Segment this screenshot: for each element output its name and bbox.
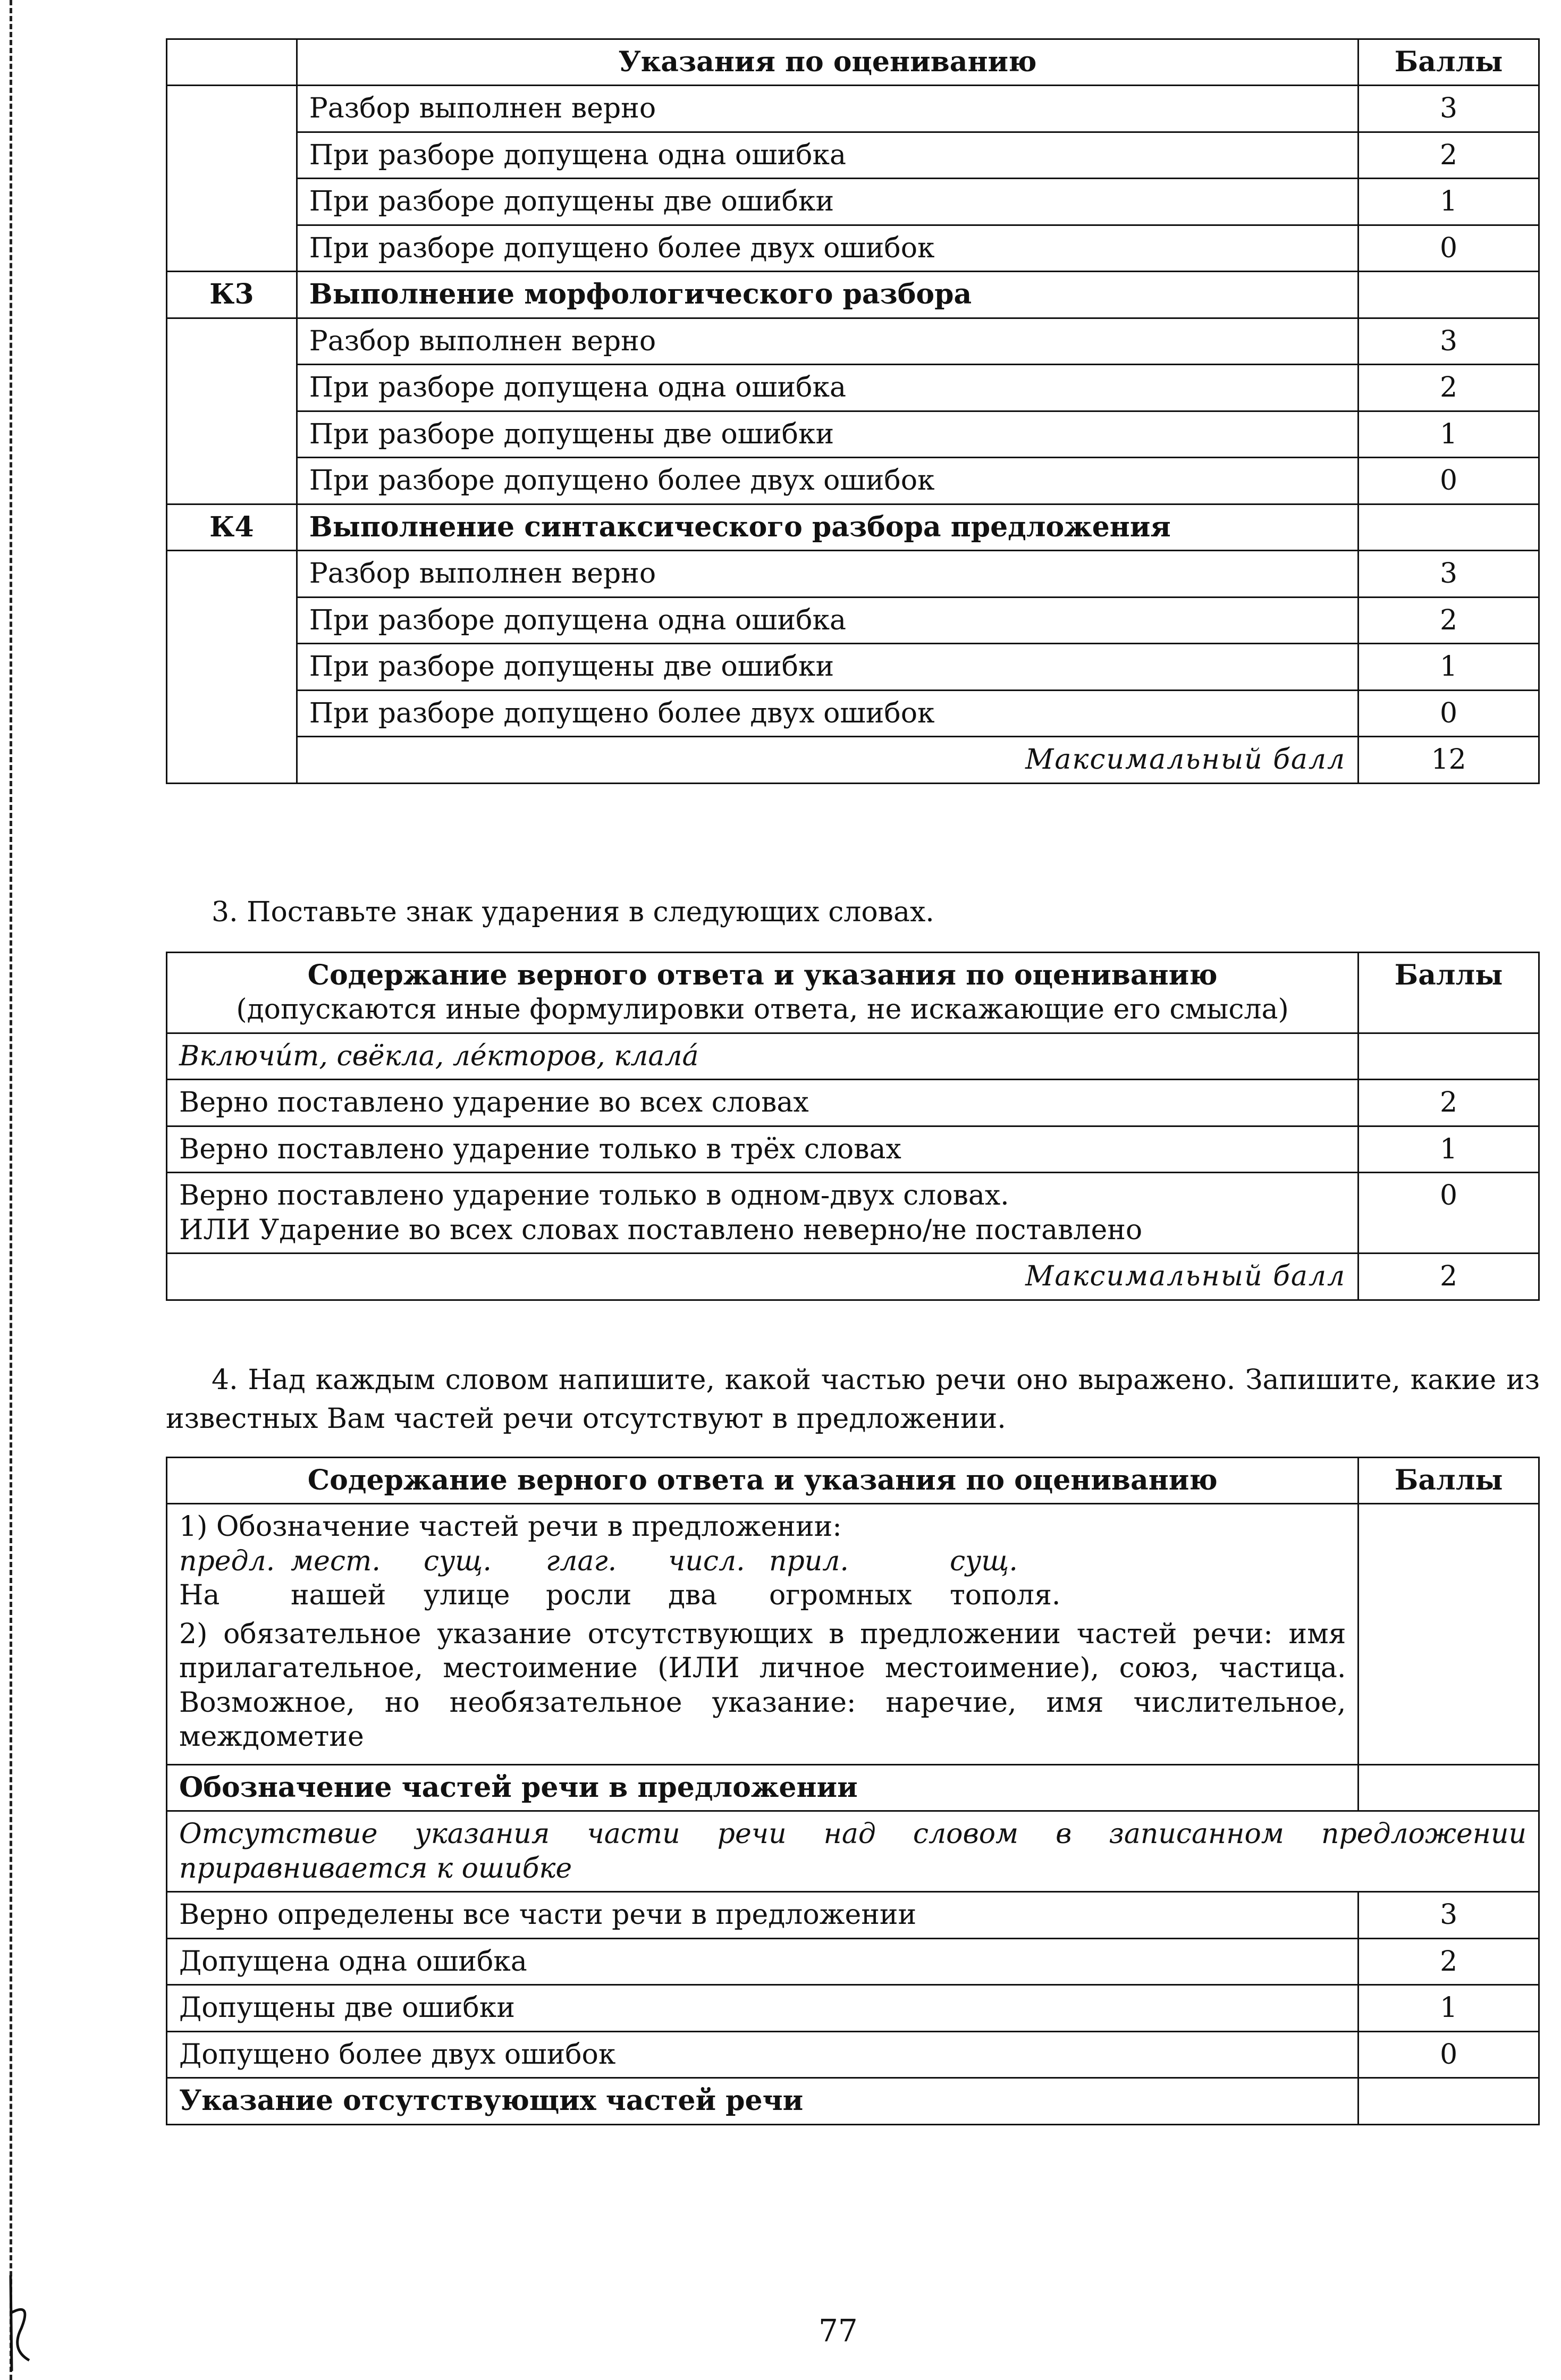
task-4-text: 4. Над каждым словом напишите, какой частью речи оно выражено. Запишите, какие из известных Вам частей речи отсутствуют в предложении. (166, 1364, 1540, 1435)
section-title: Указание отсутствующих частей речи (167, 2078, 1359, 2124)
sentence-word: тополя. (950, 1579, 1061, 1612)
task-3-header-note: (допускаются иные формулировки ответа, не искажающие его смысла) (236, 994, 1289, 1026)
table-row: При разборе допущено более двух ошибок 0 (167, 458, 1539, 504)
max-score-row (167, 737, 1539, 783)
table-row: Верно поставлено ударение только в трёх словах 1 (167, 1126, 1539, 1172)
answer-row (167, 1033, 1539, 1079)
example-sentence (179, 1578, 1346, 1612)
table-row: При разборе допущены две ошибки 1 (167, 411, 1539, 457)
points-header: Баллы (1359, 953, 1539, 1033)
sentence-word: На (179, 1579, 220, 1612)
sentence-word: огромных (769, 1579, 912, 1612)
grading-note: Отсутствие указания части речи над словом в записанном предложении приравнивается к ошибке (167, 1811, 1539, 1892)
max-score-label: Максимальный балл (167, 1254, 1359, 1300)
criterion-k3-row (167, 272, 1539, 318)
note-row (167, 1811, 1539, 1892)
table-row: При разборе допущены две ошибки 1 (167, 644, 1539, 690)
content-item-1: 1) Обозначение частей речи в предложении: (179, 1511, 842, 1543)
table-header-row (167, 1458, 1539, 1504)
table-row: При разборе допущено более двух ошибок 0 (167, 690, 1539, 736)
sentence-word: росли (546, 1579, 632, 1612)
table-row: Верно поставлено ударение во всех словах 2 (167, 1080, 1539, 1126)
table-row: Допущены две ошибки 1 (167, 1985, 1539, 2031)
points-header: Баллы (1359, 1458, 1539, 1504)
table-header-row (167, 39, 1539, 86)
sentence-word: улице (424, 1579, 510, 1612)
content-item-2: 2) обязательное указание отсутствующих в предложении частей речи: имя прилагательное, местоимение (ИЛИ личное местоимение), союз, частица. Возможное, но необязательное указание: наречие, имя числительное, междометие (179, 1618, 1346, 1753)
max-score-value: 2 (1359, 1254, 1539, 1300)
section-row (167, 2078, 1539, 2124)
points-header: Баллы (1359, 39, 1539, 86)
table-row: Разбор выполнен верно 3 (167, 318, 1539, 364)
sentence-word: нашей (291, 1579, 386, 1612)
task-3-header-title: Содержание верного ответа и указания по оцениванию (307, 959, 1218, 991)
pos-label: глаг. (546, 1545, 617, 1577)
criteria-header: Указания по оцениванию (297, 39, 1358, 86)
task-3-text: 3. Поставьте знак ударения в следующих словах. (212, 896, 934, 928)
task-4-header: Содержание верного ответа и указания по оцениванию (167, 1458, 1359, 1504)
grading-table-task-3 (166, 952, 1540, 1301)
table-row: При разборе допущена одна ошибка 2 (167, 597, 1539, 643)
cut-line (10, 0, 12, 2380)
criterion-k4-row (167, 504, 1539, 550)
table-header-row (167, 953, 1539, 1033)
section-row (167, 1764, 1539, 1811)
table-row: Допущена одна ошибка 2 (167, 1938, 1539, 1984)
pos-label: прил. (769, 1545, 849, 1577)
sentence-word: два (668, 1579, 718, 1612)
handwritten-mark (0, 2270, 37, 2376)
pos-label: числ. (668, 1545, 745, 1577)
answer-content-row (167, 1504, 1539, 1764)
table-row: При разборе допущены две ошибки 1 (167, 179, 1539, 225)
correct-answer: Включи́т, свёкла, ле́кторов, клала́ (167, 1033, 1359, 1079)
pos-labels (179, 1544, 1346, 1578)
table-row: При разборе допущена одна ошибка 2 (167, 365, 1539, 411)
grading-table-k2-k4 (166, 38, 1540, 784)
page-number: 77 (819, 2312, 858, 2349)
pos-label: сущ. (424, 1545, 492, 1577)
max-score-row (167, 1254, 1539, 1300)
table-row: При разборе допущена одна ошибка 2 (167, 132, 1539, 178)
section-title: Обозначение частей речи в предложении (167, 1764, 1359, 1811)
table-row: Верно поставлено ударение только в одном-двух словах. ИЛИ Ударение во всех словах поставлено неверно/не поставлено 0 (167, 1173, 1539, 1254)
table-row: При разборе допущено более двух ошибок 0 (167, 225, 1539, 271)
pos-label: мест. (291, 1545, 381, 1577)
max-score-label: Максимальный балл (297, 737, 1358, 783)
max-score-value: 12 (1359, 737, 1539, 783)
criterion-code: К4 (167, 504, 297, 550)
table-row: Допущено более двух ошибок 0 (167, 2031, 1539, 2078)
criterion-code: К3 (167, 272, 297, 318)
grading-table-task-4 (166, 1457, 1540, 2125)
criterion-title: Выполнение синтаксического разбора предложения (297, 504, 1358, 550)
criterion-title: Выполнение морфологического разбора (297, 272, 1358, 318)
table-row: Разбор выполнен верно 3 (167, 86, 1539, 132)
pos-label: предл. (179, 1545, 275, 1577)
pos-label: сущ. (950, 1545, 1018, 1577)
table-row: Разбор выполнен верно 3 (167, 551, 1539, 597)
table-row: Верно определены все части речи в предложении 3 (167, 1892, 1539, 1938)
